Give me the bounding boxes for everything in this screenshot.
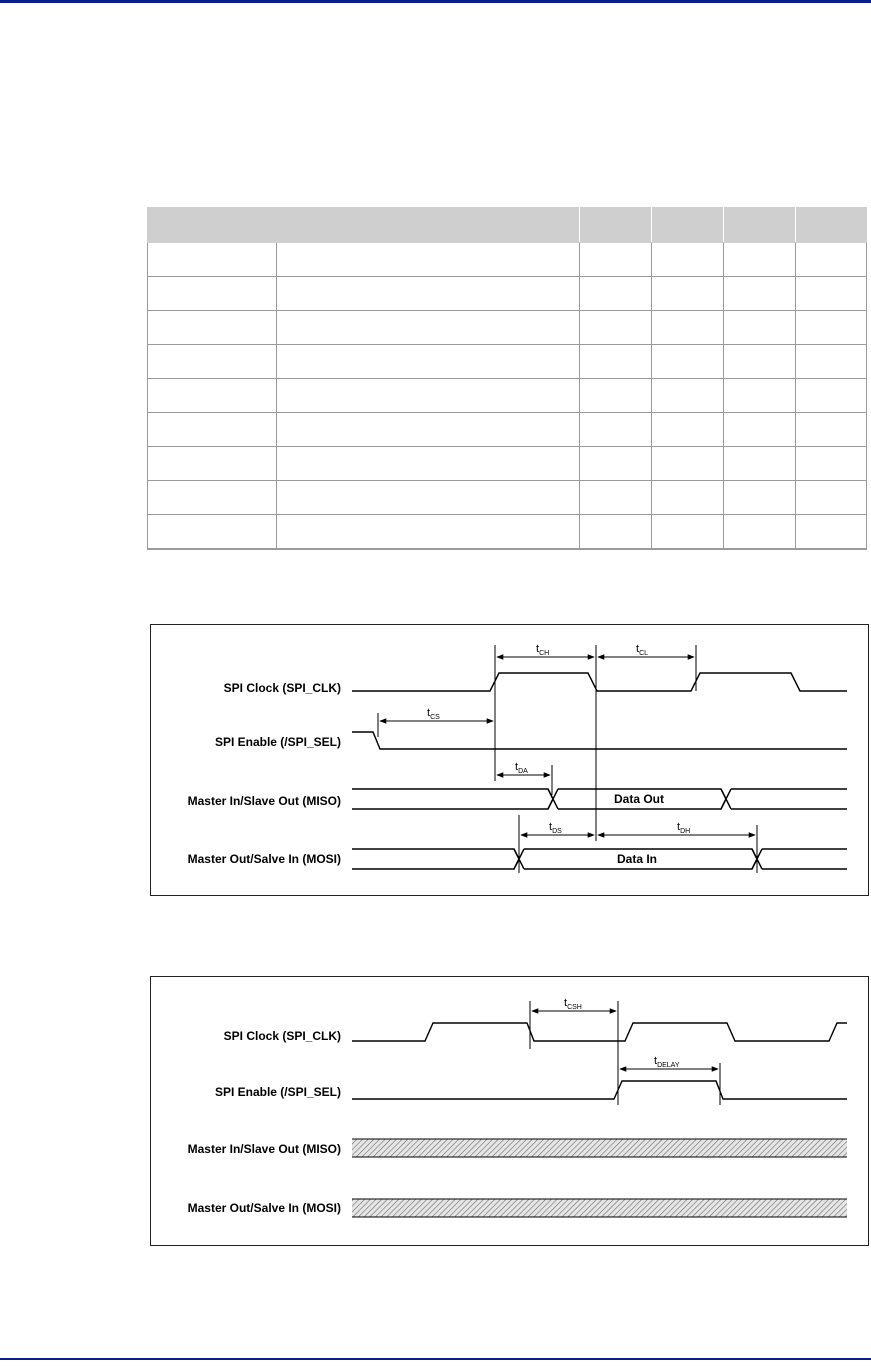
table-cell	[148, 243, 277, 277]
signal-label-miso: Master In/Slave Out (MISO)	[187, 794, 341, 808]
table-cell	[724, 277, 796, 311]
tdelay-label: $t_{DELAY}$	[654, 1055, 680, 1069]
tda-label: $t_{DA}$	[515, 761, 528, 775]
table-cell	[724, 311, 796, 345]
table-cell	[652, 481, 724, 515]
mosi-bus	[352, 849, 847, 869]
spi-transfer-timing-diagram	[150, 624, 869, 896]
miso-undefined-region	[352, 1139, 847, 1157]
signal-label-mosi: Master Out/Salve In (MOSI)	[187, 852, 341, 866]
tds-label: $t_{DS}$	[549, 821, 562, 835]
table-header-cell	[796, 208, 867, 243]
table-cell	[652, 413, 724, 447]
table-cell	[796, 311, 867, 345]
table-header-cell	[724, 208, 796, 243]
table-cell	[724, 515, 796, 550]
table-row	[148, 311, 867, 345]
spi-clk-waveform	[352, 673, 847, 691]
signal-label-spi-sel: SPI Enable (/SPI_SEL)	[214, 1085, 341, 1099]
table-cell	[580, 413, 652, 447]
spi-clk-waveform	[352, 1023, 847, 1041]
table-cell	[796, 379, 867, 413]
table-cell	[652, 447, 724, 481]
timing-parameters-table	[147, 207, 867, 550]
spi-deselect-timing-diagram	[150, 976, 869, 1246]
table-cell	[148, 515, 277, 550]
table-row	[148, 413, 867, 447]
table-cell	[580, 243, 652, 277]
table-cell	[148, 379, 277, 413]
table-row	[148, 447, 867, 481]
table-cell	[796, 447, 867, 481]
table-cell	[652, 243, 724, 277]
table-cell	[724, 379, 796, 413]
table-cell	[148, 345, 277, 379]
table-cell	[148, 481, 277, 515]
table-cell	[277, 481, 580, 515]
table-cell	[724, 345, 796, 379]
table-cell	[796, 413, 867, 447]
table-cell	[277, 413, 580, 447]
table-row	[148, 515, 867, 550]
table-header-cell	[652, 208, 724, 243]
signal-label-spi-clk: SPI Clock (SPI_CLK)	[223, 1029, 341, 1043]
signal-label-mosi: Master Out/Salve In (MOSI)	[187, 1201, 341, 1215]
header-rule	[0, 0, 871, 3]
signal-label-spi-clk: SPI Clock (SPI_CLK)	[223, 681, 341, 695]
table-cell	[652, 277, 724, 311]
signal-label-spi-sel: SPI Enable (/SPI_SEL)	[214, 735, 341, 749]
spi-sel-waveform	[352, 1081, 847, 1099]
table-cell	[580, 515, 652, 550]
table-row	[148, 243, 867, 277]
table-cell	[724, 481, 796, 515]
table-cell	[580, 447, 652, 481]
table-cell	[796, 277, 867, 311]
table-cell	[580, 345, 652, 379]
table-cell	[148, 277, 277, 311]
table-cell	[580, 311, 652, 345]
table-header-cell	[580, 208, 652, 243]
tch-label: $t_{CH}$	[536, 643, 550, 657]
miso-bus	[352, 789, 847, 809]
table-cell	[652, 345, 724, 379]
table-cell	[277, 379, 580, 413]
table-cell	[277, 447, 580, 481]
tcl-label: $t_{CL}$	[636, 643, 649, 657]
table-cell	[724, 447, 796, 481]
table-cell	[580, 379, 652, 413]
table-cell	[652, 311, 724, 345]
signal-label-miso: Master In/Slave Out (MISO)	[187, 1142, 341, 1156]
table-cell	[652, 379, 724, 413]
footer-rule	[0, 1358, 871, 1360]
table-cell	[796, 515, 867, 550]
spi-sel-waveform	[352, 732, 847, 749]
tdh-label: $t_{DH}$	[677, 821, 691, 835]
table-header-row	[148, 208, 867, 243]
table-cell	[580, 277, 652, 311]
table-row	[148, 345, 867, 379]
table-cell	[580, 481, 652, 515]
table-cell	[796, 481, 867, 515]
table-row	[148, 379, 867, 413]
table-cell	[724, 413, 796, 447]
table-cell	[796, 243, 867, 277]
mosi-bus-label: Data In	[616, 852, 658, 866]
table-cell	[277, 277, 580, 311]
table-cell	[148, 311, 277, 345]
table-row	[148, 481, 867, 515]
table-cell	[277, 243, 580, 277]
tcsh-label: $t_{CSH}$	[564, 997, 582, 1011]
table-cell	[277, 515, 580, 550]
table-cell	[724, 243, 796, 277]
table-cell	[277, 311, 580, 345]
table-header-cell	[148, 208, 580, 243]
table-cell	[652, 515, 724, 550]
table-cell	[796, 345, 867, 379]
table-row	[148, 277, 867, 311]
table-cell	[277, 345, 580, 379]
mosi-undefined-region	[352, 1199, 847, 1217]
miso-bus-label: Data Out	[613, 792, 665, 806]
table-cell	[148, 413, 277, 447]
tcs-label: $t_{CS}$	[427, 707, 440, 721]
table-cell	[148, 447, 277, 481]
